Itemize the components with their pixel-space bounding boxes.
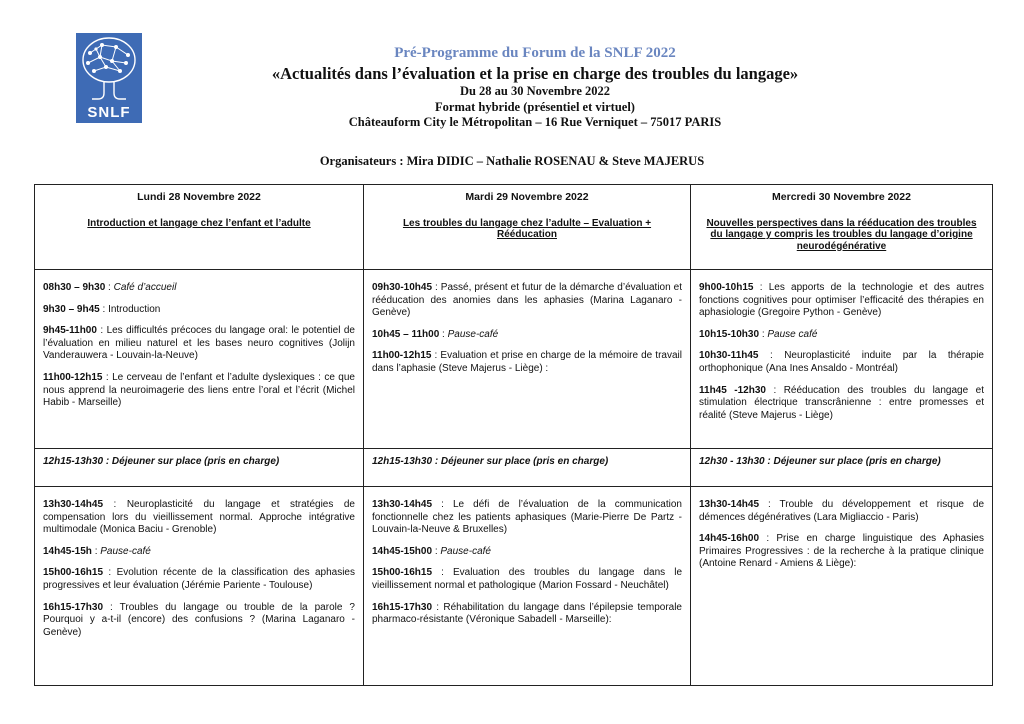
session-separator: : — [105, 282, 114, 293]
session-time: 14h45-16h00 — [699, 533, 760, 545]
session-time: 13h30-14h45 — [372, 499, 433, 510]
session-text: Les difficultés précoces du langage oral: le potentiel de l’évaluation en milieu naturel et les bases neuro cognitives (Jolijn Vanderauwera - Louvain-la-Neuve) — [43, 325, 355, 362]
session-text: Pause-café — [440, 545, 491, 557]
session-separator: : — [432, 601, 444, 613]
session-text: Passé, présent et futur de la démarche d’évaluation et rééducation des anomies dans les aphasies (Marina Laganaro - Genève) — [372, 282, 682, 319]
session-text: Trouble du développement et risque de démences dégénératives (Lara Migliaccio - Paris) — [699, 499, 985, 523]
session-separator: : — [103, 567, 117, 579]
session-time: 14h45-15h00 — [372, 545, 433, 557]
session-entry — [372, 282, 682, 320]
session-separator: : — [103, 499, 127, 510]
day-theme: Nouvelles perspectives dans la rééducation des troubles du langage y compris les troubles du langage d’origine neurodégénérative — [706, 217, 977, 252]
session-entry — [43, 602, 355, 640]
session-text: Evaluation des troubles du langage dans le vieillissement normal et pathologique (Marion Fossard - Neuchâtel) — [372, 567, 683, 591]
session-time: 11h00-12h15 — [372, 350, 432, 362]
session-time: 11h45 -12h30 — [699, 384, 766, 396]
afternoon-cell — [691, 487, 993, 686]
session-separator: : — [758, 350, 785, 362]
session-text: Neuroplasticité induite par la thérapie orthophonique (Ana Ines Ansaldo - Montréal) — [699, 350, 984, 374]
day-date: Lundi 28 Novembre 2022 — [137, 191, 261, 203]
session-entry — [43, 546, 355, 559]
session-time: 9h00-10h15 — [699, 282, 754, 293]
session-time: 9h30 – 9h45 — [43, 303, 100, 315]
session-separator: : — [759, 499, 780, 510]
session-text: Pause-café — [100, 545, 151, 557]
document-header — [150, 44, 920, 131]
session-entry — [699, 282, 984, 320]
session-text: Les apports de la technologie et des autres fonctions cognitives pour optimiser l’efficacité des thérapies en aphasiologie (Gregoire Python - Genève) — [699, 282, 984, 319]
morning-cell — [691, 270, 993, 449]
session-text: Prise en charge linguistique des Aphasies Primaires Progressives : de la recherche à la pratique clinique (Antoine Renard - Amiens & Liège): — [699, 533, 984, 570]
session-time: 9h45-11h00 — [43, 325, 97, 337]
days-row — [35, 185, 993, 270]
session-separator: : — [99, 303, 109, 315]
lunch-row — [35, 449, 993, 487]
session-text: Réhabilitation du langage dans l’épilepsie temporale pharmaco-résistante (Véronique Sabadell - Marseille): — [372, 601, 682, 626]
session-time: 14h45-15h — [43, 545, 92, 557]
session-entry — [372, 602, 682, 627]
svg-text:SNLF: SNLF — [87, 104, 131, 121]
lunch-cell: 12h15-13h30 : Déjeuner sur place (pris en charge) — [364, 449, 691, 487]
session-entry — [372, 546, 682, 559]
session-time: 16h15-17h30 — [43, 601, 104, 613]
session-separator: : — [759, 533, 777, 545]
session-separator: : — [759, 328, 768, 340]
forum-title: «Actualités dans l’évaluation et la prise en charge des troubles du langage» — [271, 64, 799, 83]
session-time: 10h15-10h30 — [699, 328, 760, 340]
session-text: Pause-café — [447, 328, 499, 340]
morning-row — [35, 270, 993, 449]
session-separator: : — [753, 282, 769, 293]
session-separator: : — [91, 545, 101, 557]
session-entry — [699, 499, 984, 524]
program-table — [34, 184, 993, 686]
session-entry — [372, 350, 682, 375]
lunch-cell: 12h30 - 13h30 : Déjeuner sur place (pris en charge) — [691, 449, 993, 487]
session-entry — [43, 567, 355, 592]
session-separator: : — [765, 384, 784, 396]
session-time: 11h00-12h15 — [43, 371, 103, 383]
session-time: 13h30-14h45 — [699, 499, 760, 510]
session-text: Troubles du langage ou trouble de la parole ? Pourquoi y a-t-il (encore) des confusions ? (Marina Laganaro - Genève) — [43, 601, 355, 638]
session-text: Introduction — [108, 303, 161, 315]
session-entry — [699, 350, 984, 375]
session-time: 10h30-11h45 — [699, 350, 759, 362]
session-entry — [43, 499, 355, 537]
session-separator: : — [432, 545, 441, 557]
session-separator: : — [431, 350, 441, 362]
forum-dates: Du 28 au 30 Novembre 2022 — [459, 84, 611, 98]
session-time: 16h15-17h30 — [372, 601, 433, 613]
session-entry — [372, 499, 682, 537]
session-entry — [372, 329, 682, 342]
lunch-cell: 12h15-13h30 : Déjeuner sur place (pris en charge) — [35, 449, 364, 487]
session-time: 13h30-14h45 — [43, 499, 104, 510]
session-separator: : — [432, 282, 441, 293]
session-separator: : — [432, 567, 453, 579]
session-entry — [43, 304, 355, 317]
session-separator: : — [96, 325, 107, 337]
session-time: 15h00-16h15 — [372, 567, 433, 579]
session-text: Rééducation des troubles du langage et stimulation électrique transcrânienne : entre promesses et réalité (Steve Majerus - Liège) — [699, 384, 984, 421]
session-time: 09h30-10h45 — [372, 282, 433, 293]
session-text: Le cerveau de l’enfant et l’adulte dyslexiques : ce que nous apprend la neuroimagerie des liens entre l’oral et l’écrit (Michel Habib - Marseille) — [43, 371, 355, 409]
session-entry — [43, 282, 355, 295]
session-text: Café d’accueil — [113, 282, 177, 293]
day-header — [364, 185, 691, 270]
afternoon-cell — [35, 487, 364, 686]
forum-subtitle: Pré-Programme du Forum de la SNLF 2022 — [394, 45, 676, 61]
forum-venue: Châteauform City le Métropolitan – 16 Rue Verniquet – 75017 PARIS — [348, 115, 722, 129]
snlf-logo — [76, 33, 142, 123]
morning-cell — [35, 270, 364, 449]
session-time: 08h30 – 9h30 — [43, 282, 106, 293]
session-separator: : — [439, 328, 448, 340]
session-entry — [699, 329, 984, 342]
session-separator: : — [103, 601, 120, 613]
session-entry — [43, 325, 355, 363]
day-header — [35, 185, 364, 270]
session-separator: : — [102, 371, 113, 383]
session-entry — [699, 533, 984, 571]
session-text: Evolution récente de la classification des aphasies progressives et leur évaluation (Jérémie Pariente - Toulouse) — [43, 567, 355, 591]
day-date: Mardi 29 Novembre 2022 — [465, 191, 589, 203]
afternoon-row — [35, 487, 993, 686]
organizers: Organisateurs : Mira DIDIC – Nathalie ROSENAU & Steve MAJERUS — [319, 154, 705, 168]
morning-cell — [364, 270, 691, 449]
session-text: Le défi de l’évaluation de la communication fonctionnelle chez les patients aphasiques (Marie-Pierre De Partz - Louvain-la-Neuve & Bruxelles) — [372, 499, 682, 536]
session-text: Pause café — [767, 328, 818, 340]
afternoon-cell — [364, 487, 691, 686]
session-time: 10h45 – 11h00 — [372, 328, 440, 340]
day-theme: Introduction et langage chez l’enfant et l’adulte — [87, 217, 311, 229]
forum-format: Format hybride (présentiel et virtuel) — [435, 99, 635, 114]
session-entry — [43, 372, 355, 410]
session-separator: : — [432, 499, 453, 510]
day-header — [691, 185, 993, 270]
session-text: Evaluation et prise en charge de la mémoire de travail dans l’aphasie (Steve Majerus - Liège) : — [372, 350, 682, 374]
session-text: Neuroplasticité du langage et stratégies de compensation lors du vieillissement normal. Approche intégrative multimodale (Monica Baciu - Grenoble) — [43, 499, 355, 536]
session-time: 15h00-16h15 — [43, 567, 104, 579]
session-entry — [372, 567, 682, 592]
day-date: Mercredi 30 Novembre 2022 — [772, 191, 911, 203]
day-theme: Les troubles du langage chez l’adulte – Evaluation + Rééducation — [402, 217, 652, 241]
session-entry — [699, 385, 984, 423]
